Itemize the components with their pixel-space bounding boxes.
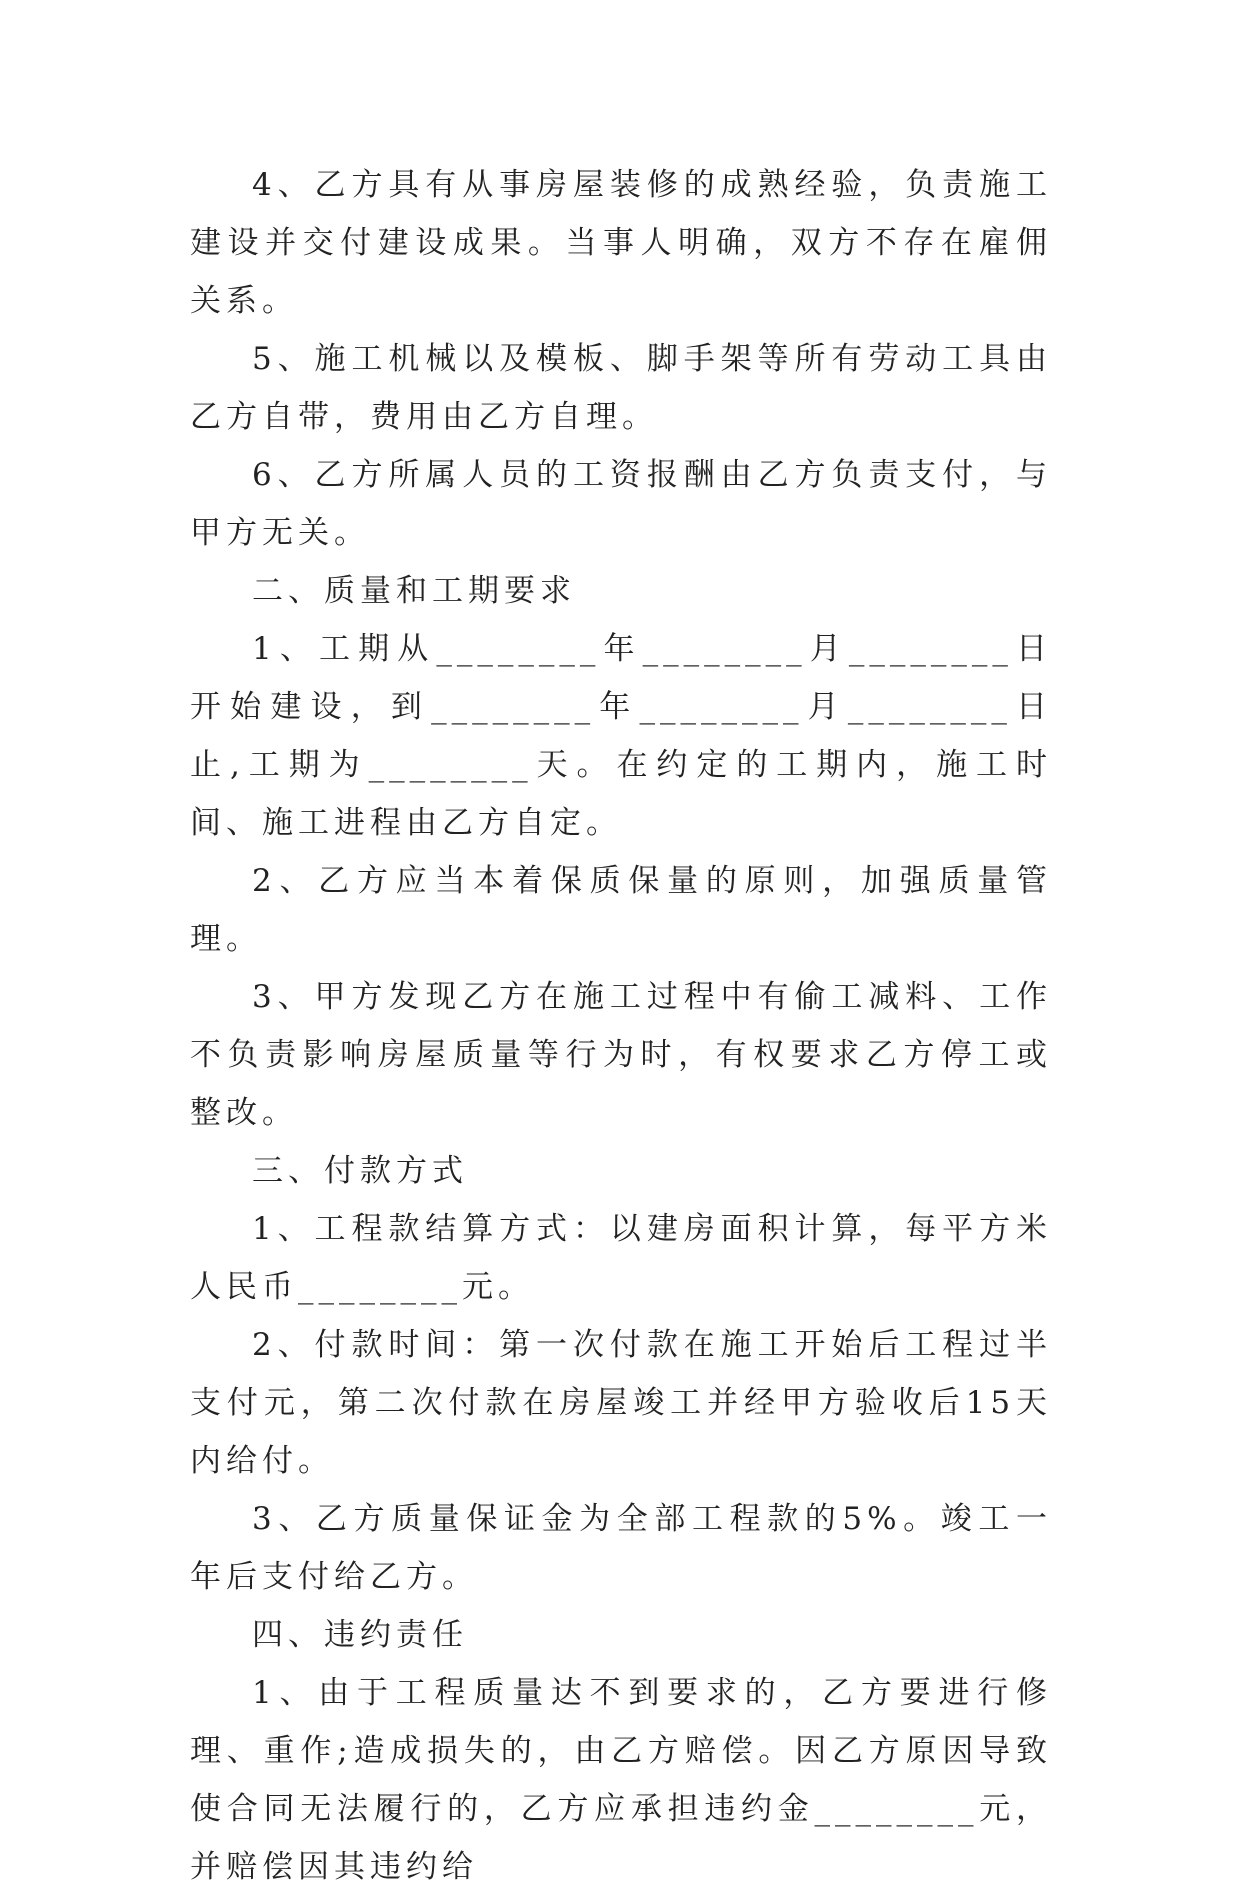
clause-3-deposit: 3、乙方质量保证金为全部工程款的5%。竣工一年后支付给乙方。 <box>190 1501 1052 1595</box>
clause-4-experience: 4、乙方具有从事房屋装修的成熟经验，负责施工建设并交付建设成果。当事人明确，双方不存在雇佣关系。 <box>190 167 1052 319</box>
section-heading-payment: 三、付款方式 <box>252 1153 468 1189</box>
clause-1-schedule: 1、工期从________年________月________日开始建设，到________年________月________日止,工期为________天。在约定的工期内，施工时间、施工进程由乙方自定。 <box>190 631 1052 841</box>
clause-2-payment-time: 2、付款时间：第一次付款在施工开始后工程过半支付元，第二次付款在房屋竣工并经甲方验收后15天内给付。 <box>190 1327 1052 1479</box>
clause-5-tools: 5、施工机械以及模板、脚手架等所有劳动工具由乙方自带，费用由乙方自理。 <box>190 341 1052 435</box>
clause-1-breach: 1、由于工程质量达不到要求的，乙方要进行修理、重作;造成损失的，由乙方赔偿。因乙方原因导致使合同无法履行的，乙方应承担违约金________元，并赔偿因其违约给 <box>190 1675 1052 1885</box>
section-heading-quality-schedule: 二、质量和工期要求 <box>252 573 576 609</box>
document-body <box>190 156 1052 1896</box>
clause-1-settlement: 1、工程款结算方式：以建房面积计算，每平方米人民币________元。 <box>190 1211 1052 1305</box>
clause-6-wages: 6、乙方所属人员的工资报酬由乙方负责支付，与甲方无关。 <box>190 457 1052 551</box>
clause-3-inspection: 3、甲方发现乙方在施工过程中有偷工减料、工作不负责影响房屋质量等行为时，有权要求乙方停工或整改。 <box>190 979 1052 1131</box>
section-heading-liability: 四、违约责任 <box>252 1617 468 1653</box>
clause-2-quality: 2、乙方应当本着保质保量的原则，加强质量管理。 <box>190 863 1052 957</box>
